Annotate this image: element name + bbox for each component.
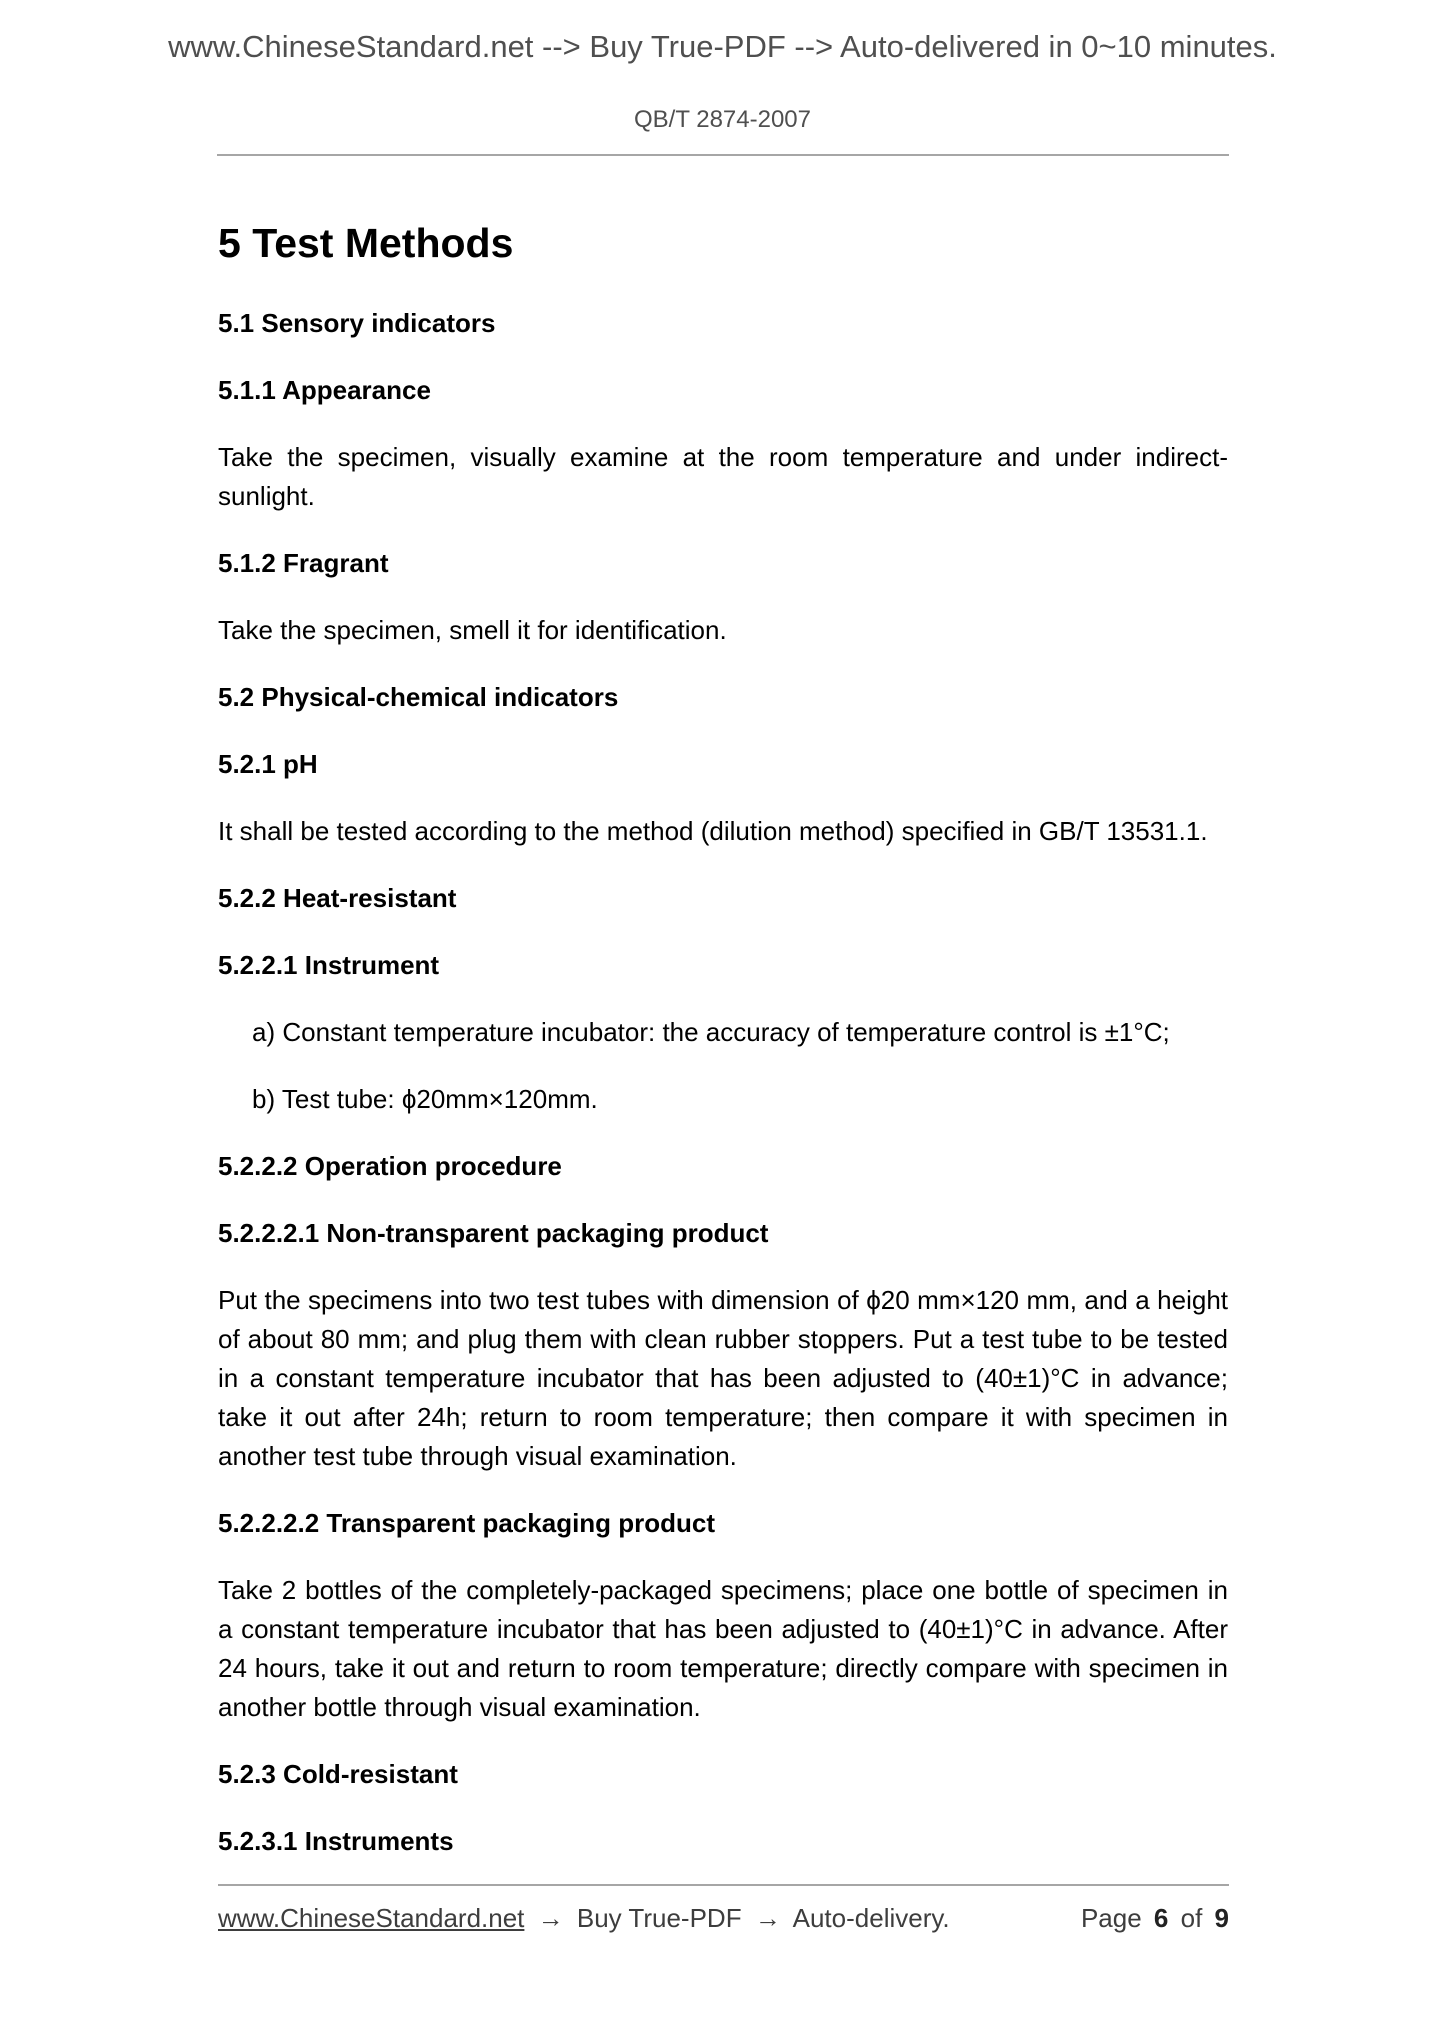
section-heading: 5.2.2.2.1 Non-transparent packaging product [218, 1218, 769, 1248]
page-footer [218, 1884, 1229, 1935]
section-heading: 5.2.2.1 Instrument [218, 950, 440, 980]
header-banner: www.ChineseStandard.net --> Buy True-PDF --> Auto-delivered in 0~10 minutes. [168, 29, 1277, 64]
page-label: Page [1080, 1903, 1142, 1933]
section-heading: 5.2.1 pH [218, 749, 318, 779]
section-heading: 5.2.3.1 Instruments [218, 1826, 454, 1856]
page-indicator [1081, 1901, 1229, 1935]
footer-delivery-text: Auto-delivery. [792, 1903, 950, 1933]
section-heading: 5.2.2.2 Operation procedure [218, 1151, 562, 1181]
paragraph: Take 2 bottles of the completely-packaged specimens; place one bottle of specimen in a constant temperature incubator that has been adjusted to (40±1)°C in advance. After 24 hours, take it out and return to room temperature; directly compare with specimen in another bottle through visual examination. [218, 1575, 1228, 1722]
doc-number: QB/T 2874-2007 [633, 106, 811, 133]
page-of: of [1180, 1903, 1203, 1933]
paragraph: Take the specimen, visually examine at the room temperature and under indirect-sunlight. [218, 442, 1228, 511]
list-item: b) Test tube: ϕ20mm×120mm. [252, 1084, 598, 1114]
page-header [0, 0, 1445, 156]
section-heading: 5.1 Sensory indicators [218, 308, 496, 338]
footer-site-link[interactable]: www.ChineseStandard.net [218, 1903, 525, 1933]
footer-buy-text: Buy True-PDF [576, 1903, 742, 1933]
section-title: 5 Test Methods [218, 220, 514, 266]
section-heading: 5.2.3 Cold-resistant [218, 1759, 458, 1789]
page-current: 6 [1153, 1903, 1169, 1933]
header-rule [217, 154, 1229, 156]
paragraph: It shall be tested according to the method (dilution method) specified in GB/T 13531.1. [218, 816, 1208, 846]
section-heading: 5.2 Physical-chemical indicators [218, 682, 619, 712]
page-total: 9 [1214, 1903, 1229, 1933]
footer-left [218, 1901, 956, 1935]
arrow-right-icon: → [537, 1903, 564, 1933]
document-body [218, 304, 1228, 1861]
section-heading: 5.1.1 Appearance [218, 375, 431, 405]
section-heading: 5.2.2 Heat-resistant [218, 883, 457, 913]
paragraph: Put the specimens into two test tubes with dimension of ϕ20 mm×120 mm, and a height of about 80 mm; and plug them with clean rubber stoppers. Put a test tube to be tested in a constant temperature incubator that has been adjusted to (40±1)°C in advance; take it out after 24h; return to room temperature; then compare it with specimen in another test tube through visual examination. [218, 1285, 1228, 1471]
list-item: a) Constant temperature incubator: the accuracy of temperature control is ±1°C; [252, 1017, 1170, 1047]
section-heading: 5.2.2.2.2 Transparent packaging product [218, 1508, 716, 1538]
paragraph: Take the specimen, smell it for identification. [218, 615, 727, 645]
document-content [218, 219, 1228, 1861]
section-heading: 5.1.2 Fragrant [218, 548, 389, 578]
arrow-right-icon: → [754, 1903, 781, 1933]
